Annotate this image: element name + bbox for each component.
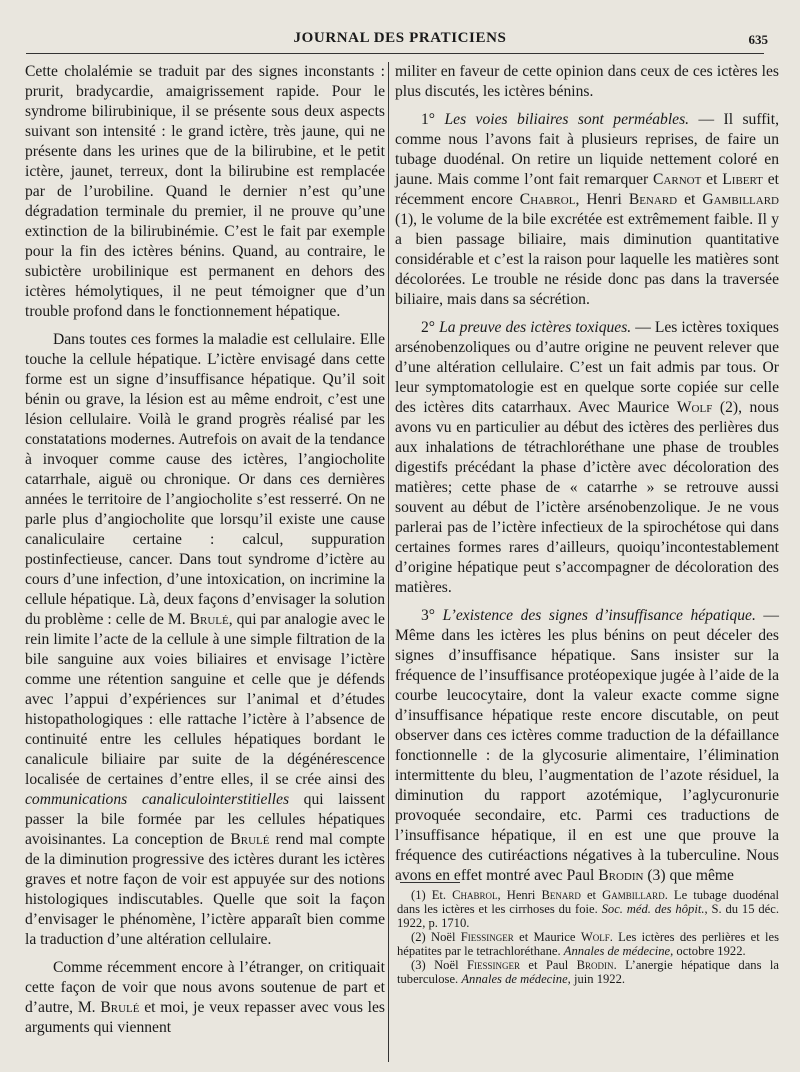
column-divider: [388, 62, 389, 1062]
page-header: [26, 26, 774, 52]
paragraph: Comme récemment encore à l’étranger, on critiquait cette façon de voir que nous avons soutenue de part et d’autre, M. Brulé et moi, je veux repasser avec vous les arguments qui viennent: [25, 959, 385, 1036]
journal-title: JOURNAL DES PRATICIENS: [293, 30, 507, 46]
footnote-3: (3) Noël Fiessinger et Paul Brodin. L’anergie hépatique dans la tuberculose. Annales de médecine, juin 1922.: [397, 958, 779, 986]
section-title: Les voies biliaires sont perméables.: [444, 111, 690, 128]
page-number: 635: [748, 32, 768, 47]
author-name: Brulé: [100, 999, 140, 1016]
footnote-1: (1) Et. Chabrol, Henri Benard et Gambillard. Le tubage duodénal dans les ictères et les cirrhoses du foie. Soc. méd. des hôpit., S. du 15 déc. 1922, p. 1710.: [397, 888, 780, 930]
footnote-rule: [400, 882, 460, 883]
author-name: Brulé: [230, 831, 270, 848]
paragraph: Cette cholalémie se traduit par des signes inconstants : prurit, bradycardie, amaigrissement rapide. Pour le syndrome bilirubinique, il se présente sous deux aspects suivant son intensité : le grand ictère, très jaune, qui ne présente dans les urines que de la bilirubine, et le petit ictère, jaunet, terreux, dont la bilirubine est remplacée par de l’urobiline. Quand le dernier n’est qu’une dégradation terminale du premier, il ne prouve qu’une extinction de la bilirubinémie. C’est le fait par exemple pour la fin des ictères bénins. Quand, au contraire, le subictère urobilinique est permanent en dehors des ictères hémolytiques, il ne peut témoigner que d’un trouble profond dans le fonctionnement hépatique.: [25, 63, 385, 320]
section-1: 1° Les voies biliaires sont perméables. — Il suffit, comme nous l’avons fait à plusieurs reprises, de faire un tubage duodénal. On retire un liquide nettement coloré en jaune. Mais comme l’ont fait remarquer Carnot et Libert et récemment encore Chabrol, Henri Benard et Gambillard (1), le volume de la bile excrétée est extrêmement faible. Il y a bien passage biliaire, mais diminution quantitative considérable et c’est la raison pour laquelle les matières sont décolorées. Le trouble ne réside donc pas dans la traversée biliaire, mais dans sa sécrétion.: [395, 111, 779, 308]
footnote-2: (2) Noël Fiessinger et Maurice Wolf. Les ictères des perlières et les hépatites par le tetrachloréthane. Annales de médecine, octobre 1922.: [397, 930, 779, 958]
section-title: La preuve des ictères toxiques.: [439, 319, 632, 336]
author-name: Brulé: [189, 611, 229, 628]
right-column: [395, 62, 779, 886]
left-column: [25, 62, 385, 1038]
section-2: 2° La preuve des ictères toxiques. — Les ictères toxiques arsénobenzoliques ou d’autre origine ne peuvent relever que d’une altération cellulaire. C’est un fait admis par tous. Or leur symptomatologie est en quelque sorte copiée sur celle des ictères dits catarrhaux. Avec Maurice Wolf (2), nous avons vu en particulier au début des ictères des perlières dus aux inhalations de tétrachloréthane une phase de troubles digestifs précédant la phase d’ictère avec décoloration des matières; cette phase de « catarrhe » se retrouve aussi souvent au début de l’ictère arsénobenzolique. Je ne vous parlerai pas de l’ictère infectieux de la spirochétose qui dans certaines formes rares d’ailleurs, quoiqu’incontestablement d’origine hépatique peut s’accompagner de décoloration des matières.: [395, 319, 779, 596]
header-rule: [26, 53, 764, 54]
footnotes: [397, 888, 779, 986]
section-3: 3° L’existence des signes d’insuffisance hépatique. — Même dans les ictères les plus bénins on peut déceler des signes d’insuffisance hépatique. Sans insister sur la fréquence de l’insuffisance protéopexique jugée à l’aide de la courbe leucocytaire, dont la valeur exacte comme signe d’insuffisance hépatique reste encore discutable, on peut observer dans ces ictères comme traduction de la défaillance fonctionnelle : de la glycosurie alimentaire, l’élimination intermittente du bleu, l’augmentation de l’azote résiduel, la diminution du rapport azotémique, l’aglycuronurie provoquée secondaire, etc. Parmi ces traductions de l’insuffisance hépatique, il en est une que prouve la fréquence des cutiréactions négatives à la tuberculine. Nous avons en effet montré avec Paul Brodin (3) que même: [395, 607, 779, 884]
paragraph: militer en faveur de cette opinion dans ceux de ces ictères les plus discutés, les ictères bénins.: [395, 63, 779, 100]
section-title: L’existence des signes d’insuffisance hépatique.: [442, 607, 756, 624]
paragraph: Dans toutes ces formes la maladie est cellulaire. Elle touche la cellule hépatique. L’ictère envisagé dans cette forme est un signe d’insuffisance hépatique. Qu’il soit bénin ou grave, la lésion est au même endroit, c’est une lésion cellulaire. Voilà le grand progrès réalisé par les constatations modernes. Autrefois on avait de la tendance à invoquer comme cause des ictères, l’angiocholite catarrhale, aiguë ou chronique. Or dans ces dernières années le territoire de l’angiocholite s’est resserré. On ne parle plus d’angiocholite que lorsqu’il existe une cause canaliculaire certaine : calcul, suppuration postinfectieuse, cancer. Dans tout syndrome d’ictère au cours d’une infection, d’une intoxication, on incrimine la cellule hépatique. Là, deux façons d’envisager la solution du problème : celle de M. Brulé, qui par analogie avec le rein limite l’acte de la cellule à une simple filtration de la bile sanguine aux voies biliaires et envisage l’ictère comme une rétention sanguine et celle que je défends avec l’appui d’expériences sur l’animal et d’études histopathologiques : elle rattache l’ictère à l’absence de continuité entre les cellules hépatiques bordant le canalicule biliaire par suite de la dégénérescence localisée de certaines d’entre elles, il se crée ainsi des communications canaliculointerstitielles qui laissent passer la bile formée par les cellules hépatiques avoisinantes. La conception de Brulé rend mal compte de la diminution progressive des ictères durant les ictères graves et notre façon de voir est appuyée sur des notions histologiques indiscutables. Quelle que soit la façon d’envisager le phénomène, l’ictère apparaît bien comme la traduction d’une altération cellulaire.: [25, 331, 386, 948]
